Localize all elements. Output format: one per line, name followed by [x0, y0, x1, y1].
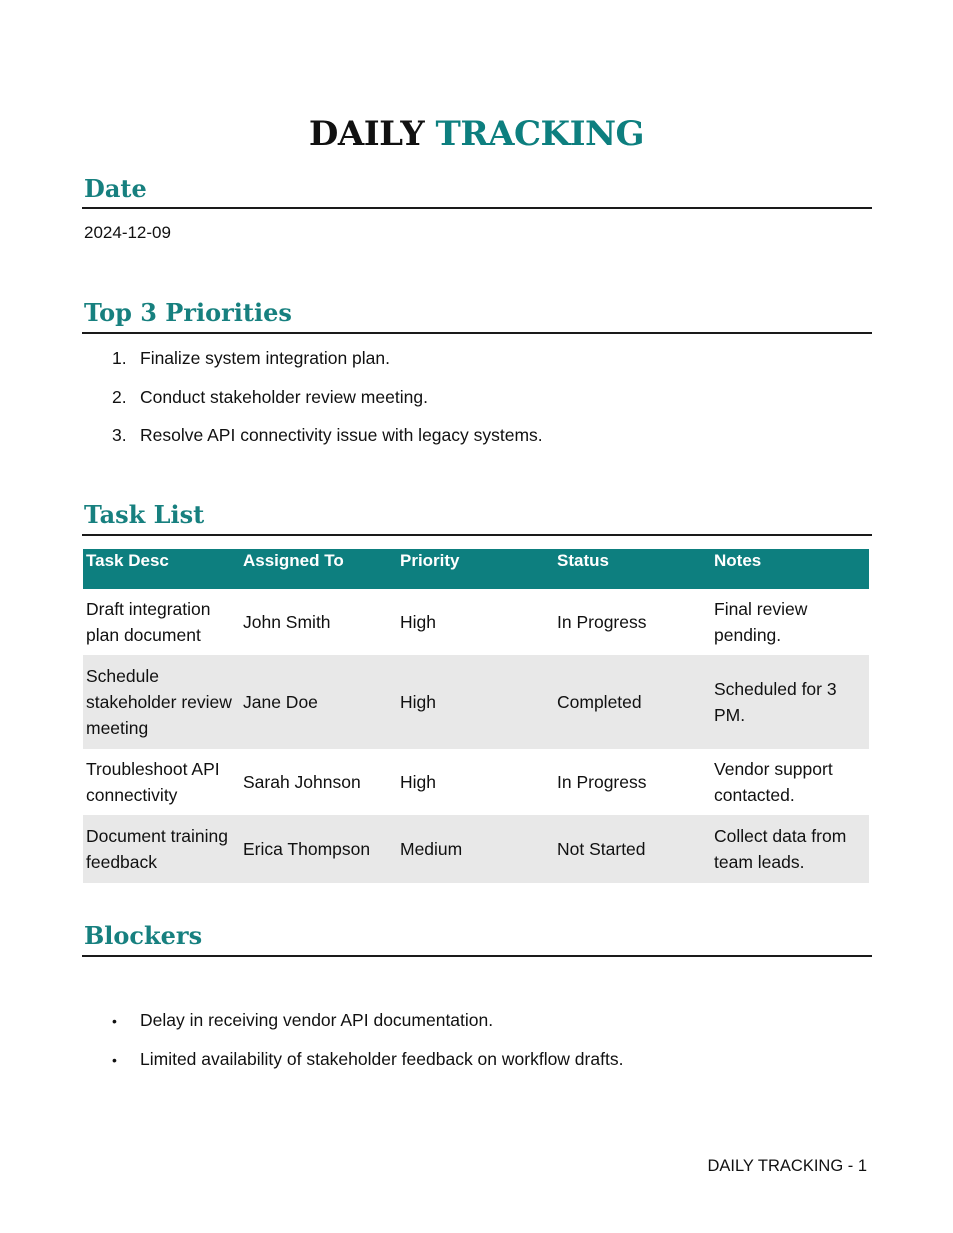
- table-row: [83, 749, 869, 815]
- priority-number: 3.: [112, 425, 127, 445]
- task-list-heading: Task List: [84, 500, 205, 529]
- priority-text: Finalize system integration plan.: [140, 348, 390, 368]
- blockers-divider: [82, 955, 872, 957]
- table-row: [83, 655, 869, 749]
- column-header: Assigned To: [240, 549, 397, 589]
- status-cell: In Progress: [557, 772, 647, 792]
- blockers-list: [112, 1008, 623, 1085]
- date-divider: [82, 207, 872, 209]
- blocker-text: Delay in receiving vendor API documentation.: [140, 1010, 494, 1030]
- blocker-text: Limited availability of stakeholder feedback on workflow drafts.: [140, 1048, 624, 1069]
- priority-cell: Medium: [397, 815, 554, 883]
- notes-cell: Final review pending.: [714, 599, 808, 645]
- task-table: [83, 549, 869, 883]
- priority-number: 1.: [112, 348, 127, 368]
- column-header: Status: [554, 549, 711, 589]
- priority-item: [112, 423, 543, 447]
- task-list-divider: [82, 534, 872, 536]
- priorities-list: [112, 346, 543, 462]
- task-desc-cell: Schedule stakeholder review meeting: [83, 655, 240, 749]
- title-part-1: DAILY: [308, 114, 425, 154]
- status-cell: In Progress: [557, 612, 647, 632]
- title-part-2: TRACKING: [435, 114, 645, 154]
- column-header: Notes: [711, 549, 869, 589]
- priority-item: [112, 346, 543, 370]
- status-cell: Completed: [554, 655, 711, 749]
- status-cell: Not Started: [554, 815, 711, 883]
- assigned-to-cell: John Smith: [243, 612, 331, 632]
- assigned-to-cell: Jane Doe: [240, 655, 397, 749]
- priorities-divider: [82, 332, 872, 334]
- column-header: Task Desc: [83, 549, 240, 589]
- notes-cell: Collect data from team leads.: [711, 815, 869, 883]
- priority-item: [112, 385, 543, 409]
- priority-number: 2.: [112, 386, 127, 407]
- table-row: [83, 589, 869, 655]
- table-header-row: [83, 549, 869, 589]
- blocker-item: [112, 1008, 623, 1032]
- priority-cell: High: [400, 612, 436, 632]
- column-header: Priority: [397, 549, 554, 589]
- blockers-heading: Blockers: [84, 921, 203, 950]
- bullet-icon: •: [112, 1013, 117, 1029]
- task-desc-cell: Troubleshoot API connectivity: [86, 759, 220, 805]
- priority-text: Resolve API connectivity issue with legacy systems.: [140, 425, 543, 445]
- date-value: 2024-12-09: [84, 223, 171, 242]
- priority-cell: High: [397, 655, 554, 749]
- notes-cell: Vendor support contacted.: [714, 759, 833, 805]
- notes-cell: Scheduled for 3 PM.: [711, 655, 869, 749]
- page-footer: DAILY TRACKING - 1: [707, 1157, 867, 1175]
- bullet-icon: •: [112, 1051, 117, 1068]
- table-row: [83, 815, 869, 883]
- task-desc-cell: Draft integration plan document: [86, 599, 211, 645]
- date-heading: Date: [84, 174, 147, 203]
- priority-cell: High: [400, 772, 436, 792]
- blocker-item: [112, 1047, 623, 1071]
- task-desc-cell: Document training feedback: [83, 815, 240, 883]
- assigned-to-cell: Erica Thompson: [240, 815, 397, 883]
- priority-text: Conduct stakeholder review meeting.: [140, 386, 428, 407]
- assigned-to-cell: Sarah Johnson: [243, 772, 361, 792]
- page-title: [0, 112, 953, 156]
- priorities-heading: Top 3 Priorities: [84, 298, 292, 327]
